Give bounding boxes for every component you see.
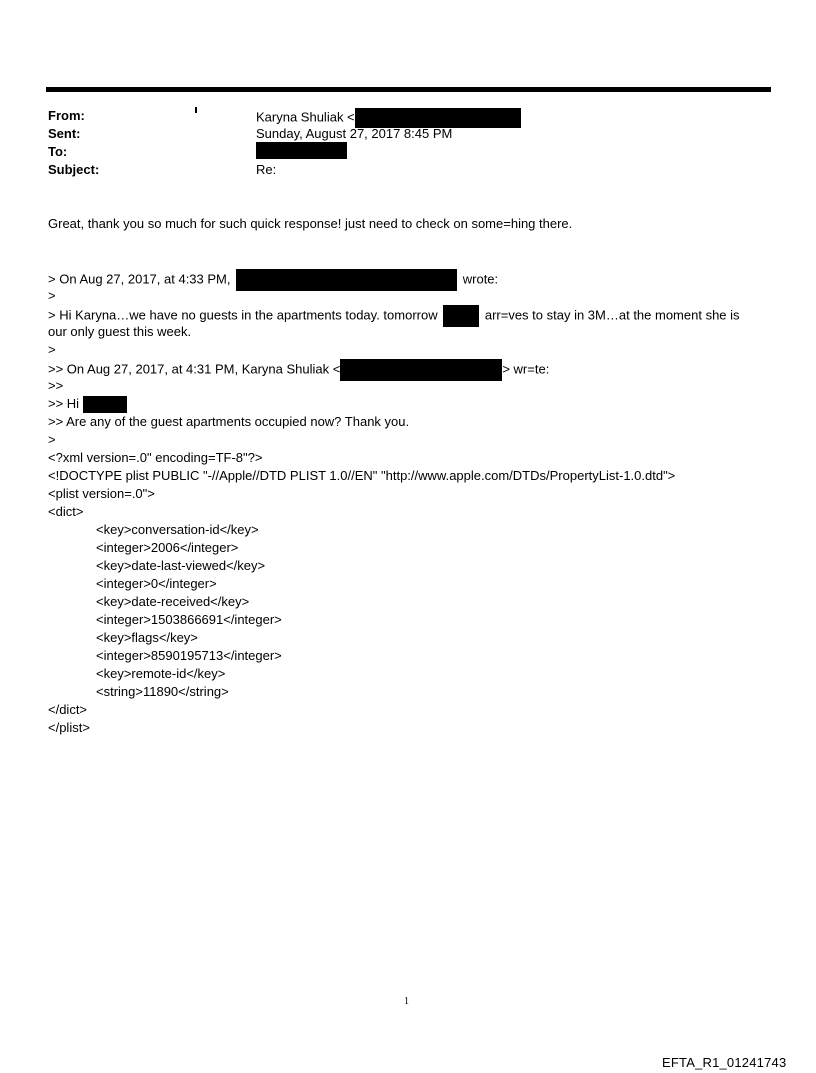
quote-line	[48, 359, 549, 381]
redaction-box	[83, 396, 127, 413]
xml-dict-line: <key>remote-id</key>	[96, 666, 226, 681]
xml-line: </dict>	[48, 702, 88, 717]
xml-line: <plist version=.0">	[48, 486, 155, 501]
xml-dict-line: <integer>1503866691</integer>	[96, 612, 282, 627]
subject-value: Re:	[256, 162, 277, 177]
xml-line: </plist>	[48, 720, 90, 735]
redaction-box	[355, 108, 521, 128]
quote-text: > Hi Karyna…we have no guests in the apartments today. tomorrow	[48, 307, 438, 323]
quote-line: >> Are any of the guest apartments occupied now? Thank you.	[48, 414, 410, 429]
page-number: 1	[404, 996, 409, 1007]
to-label: To:	[48, 144, 68, 159]
quote-line: >	[48, 342, 56, 357]
redaction-box	[443, 305, 479, 327]
xml-dict-line: <key>date-last-viewed</key>	[96, 558, 266, 573]
quote-text: >> On Aug 27, 2017, at 4:31 PM, Karyna Shuliak <	[48, 361, 341, 377]
quote-text: >> Hi	[48, 396, 80, 411]
xml-dict-line: <integer>2006</integer>	[96, 540, 239, 555]
to-value	[256, 142, 347, 159]
from-name: Karyna Shuliak <	[256, 109, 355, 125]
quote-text: > On Aug 27, 2017, at 4:33 PM,	[48, 271, 231, 287]
xml-dict-line: <integer>0</integer>	[96, 576, 217, 591]
header-rule	[46, 87, 771, 92]
quote-line	[48, 395, 127, 413]
xml-dict-line: <key>flags</key>	[96, 630, 198, 645]
quote-line: >>	[48, 378, 64, 393]
xml-dict-line: <key>date-received</key>	[96, 594, 250, 609]
quote-line: >	[48, 288, 56, 303]
from-value	[256, 108, 521, 128]
quote-line: >	[48, 432, 56, 447]
xml-line: <dict>	[48, 504, 84, 519]
subject-label: Subject:	[48, 162, 100, 177]
body-intro: Great, thank you so much for such quick response! just need to check on some=hing there.	[48, 216, 573, 231]
redaction-box	[340, 359, 502, 381]
xml-dict-line: <integer>8590195713</integer>	[96, 648, 282, 663]
stray-mark	[195, 107, 197, 113]
redaction-box	[236, 269, 457, 291]
quote-text: wrote:	[462, 271, 499, 287]
quote-text: > wr=te:	[502, 361, 550, 377]
xml-dict-line: <string>11890</string>	[96, 684, 229, 699]
quote-line: our only guest this week.	[48, 324, 192, 339]
xml-dict-line: <key>conversation-id</key>	[96, 522, 259, 537]
sent-label: Sent:	[48, 126, 81, 141]
quote-line	[48, 269, 498, 291]
redaction-box	[256, 142, 347, 159]
sent-value: Sunday, August 27, 2017 8:45 PM	[256, 126, 453, 141]
xml-line: <!DOCTYPE plist PUBLIC "-//Apple//DTD PLIST 1.0//EN" "http://www.apple.com/DTDs/PropertyList-1.0.dtd">	[48, 468, 676, 483]
from-label: From:	[48, 108, 85, 123]
document-id: EFTA_R1_01241743	[662, 1055, 787, 1070]
quote-text: arr=ves to stay in 3M…at the moment she is	[484, 307, 740, 323]
xml-line: <?xml version=.0" encoding=TF-8"?>	[48, 450, 263, 465]
